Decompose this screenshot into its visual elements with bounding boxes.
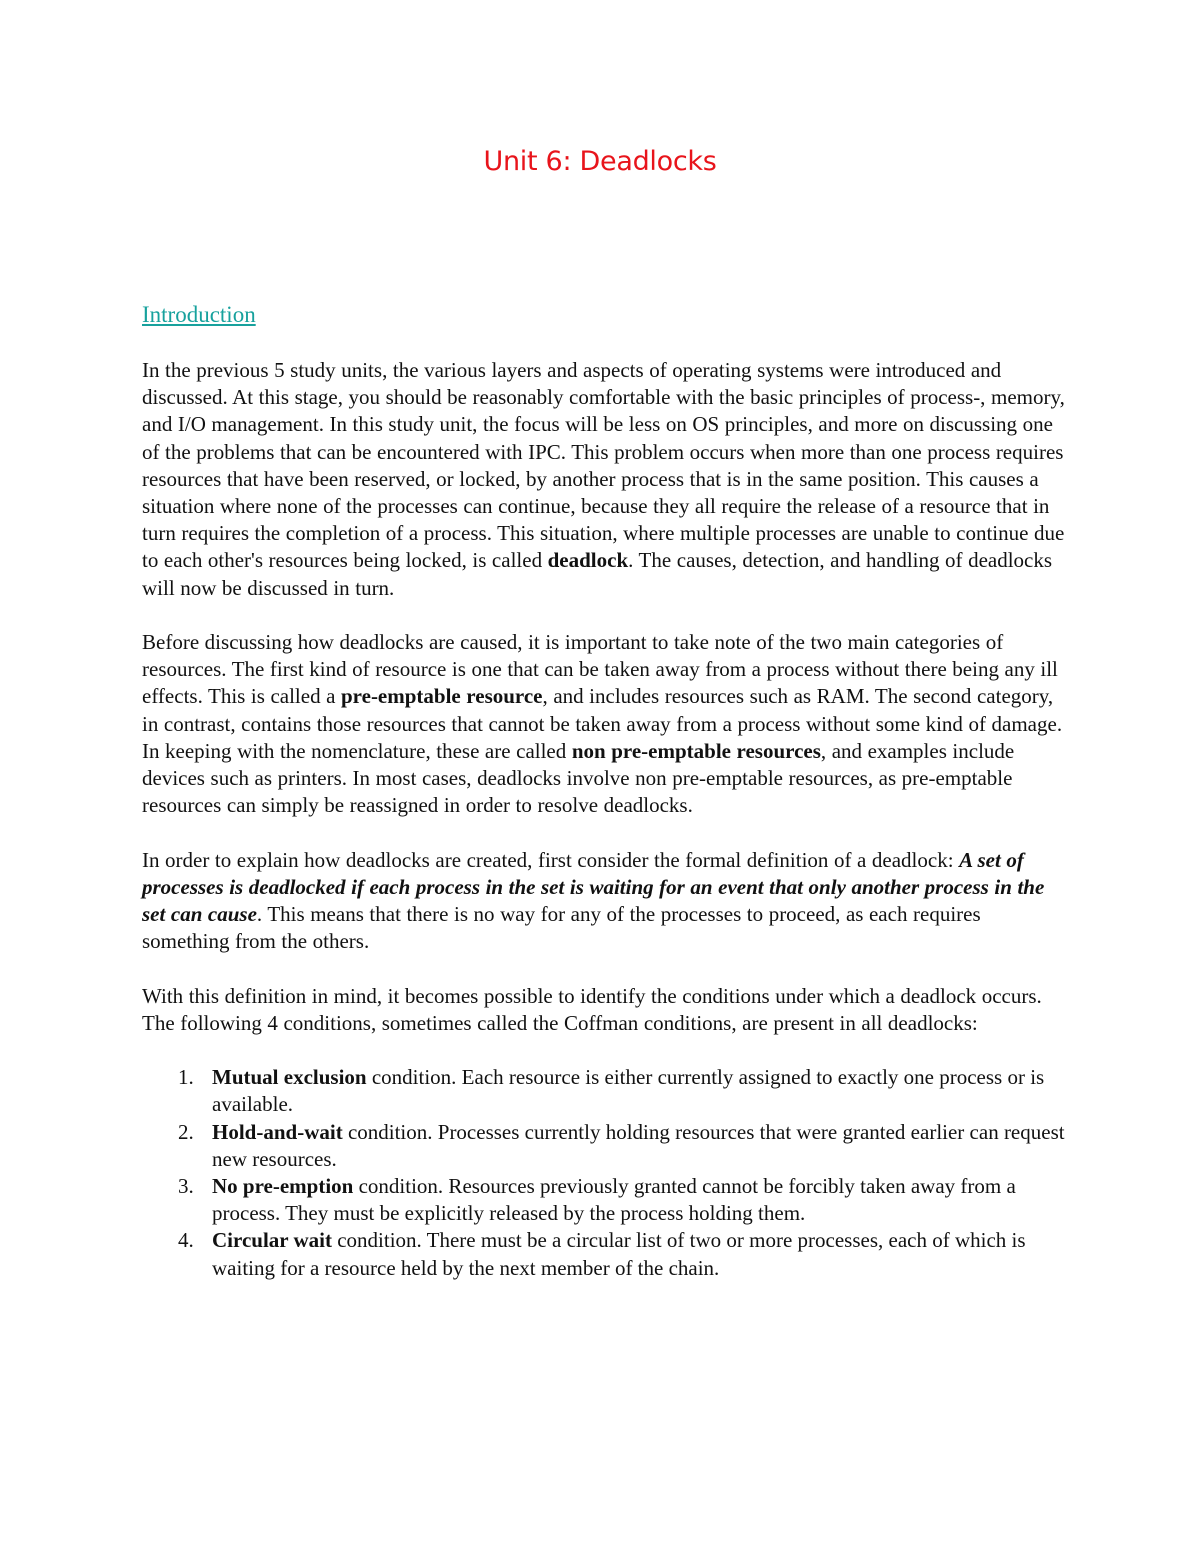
list-item-condition-4 bbox=[178, 1227, 1067, 1281]
list-item-condition-2 bbox=[178, 1119, 1067, 1173]
paragraph-intro bbox=[142, 357, 1067, 602]
paragraph-text: , and includes resources such as RAM. The second category, in contrast, contains those resources that cannot be taken away from a process without some kind of damage. In keeping with the nomenclature, these are called bbox=[142, 684, 1063, 763]
condition-text: condition. There must be a circular list of two or more processes, each of which is waiting for a resource held by the next member of the chain. bbox=[212, 1228, 1026, 1280]
paragraph-text: In order to explain how deadlocks are created, first consider the formal definition of a deadlock: bbox=[142, 847, 960, 872]
deadlock-definition: A set of processes is deadlocked if each process in the set is waiting for an event that only another process in the set can cause bbox=[142, 847, 1045, 927]
paragraph-text: In the previous 5 study units, the various layers and aspects of operating systems were introduced and discussed. At this stage, you should be reasonably comfortable with the basic principles of process-, memory, and I/O management. In this study unit, the focus will be less on OS principles, and more on discussing one of the problems that can be encountered with IPC. This problem occurs when more than one process requires resources that have been reserved, or locked, by another process that is in the same position. This causes a situation where none of the processes can continue, because they all require the release of a resource that in turn requires the completion of a process. This situation, where multiple processes are unable to continue due to each other's resources being locked, is called bbox=[142, 358, 1065, 573]
list-item-condition-1 bbox=[178, 1064, 1067, 1118]
paragraph-text: , and examples include devices such as printers. In most cases, deadlocks involve non pre-emptable resources, as pre-emptable resources can simply be reassigned in order to resolve deadlocks. bbox=[142, 738, 1015, 818]
condition-text: condition. Processes currently holding resources that were granted earlier can request new resources. bbox=[212, 1119, 1065, 1171]
paragraph-text: With this definition in mind, it becomes possible to identify the conditions under which a deadlock occurs. The following 4 conditions, sometimes called the Coffman conditions, are present in all deadlocks: bbox=[142, 983, 1042, 1035]
condition-term: No pre-emption bbox=[212, 1174, 354, 1199]
paragraph-text: Before discussing how deadlocks are caused, it is important to take note of the two main categories of resources. The first kind of resource is one that can be taken away from a process without there being any ill effects. This is called a bbox=[142, 630, 1058, 709]
condition-term: Hold-and-wait bbox=[212, 1119, 343, 1144]
list-number: 2. bbox=[178, 1119, 194, 1144]
term-pre-emptable-resource: pre-emptable resource bbox=[341, 684, 543, 709]
condition-text: condition. Resources previously granted cannot be forcibly taken away from a process. They must be explicitly released by the process holding them. bbox=[212, 1174, 1016, 1226]
paragraph-text: . The causes, detection, and handling of deadlocks will now be discussed in turn. bbox=[142, 548, 1053, 600]
paragraph-definition bbox=[142, 847, 1067, 956]
condition-term: Mutual exclusion bbox=[212, 1065, 367, 1090]
condition-term: Circular wait bbox=[212, 1228, 332, 1253]
condition-text: condition. Each resource is either currently assigned to exactly one process or is available. bbox=[212, 1065, 1045, 1117]
section-heading-introduction: Introduction bbox=[142, 302, 256, 327]
paragraph-resource-categories bbox=[142, 629, 1067, 819]
list-item-condition-3 bbox=[178, 1173, 1067, 1227]
list-number: 3. bbox=[178, 1174, 194, 1199]
paragraph-conditions-intro bbox=[142, 983, 1067, 1037]
paragraph-text: . This means that there is no way for any of the processes to proceed, as each requires something from the others. bbox=[142, 902, 981, 954]
document-body bbox=[142, 300, 1067, 1282]
coffman-conditions-list bbox=[142, 1064, 1067, 1282]
term-non-pre-emptable-resources: non pre-emptable resources bbox=[571, 738, 821, 763]
list-number: 1. bbox=[178, 1065, 194, 1090]
document-title: Unit 6: Deadlocks bbox=[483, 146, 717, 177]
list-number: 4. bbox=[178, 1228, 194, 1253]
term-deadlock: deadlock bbox=[547, 548, 629, 573]
